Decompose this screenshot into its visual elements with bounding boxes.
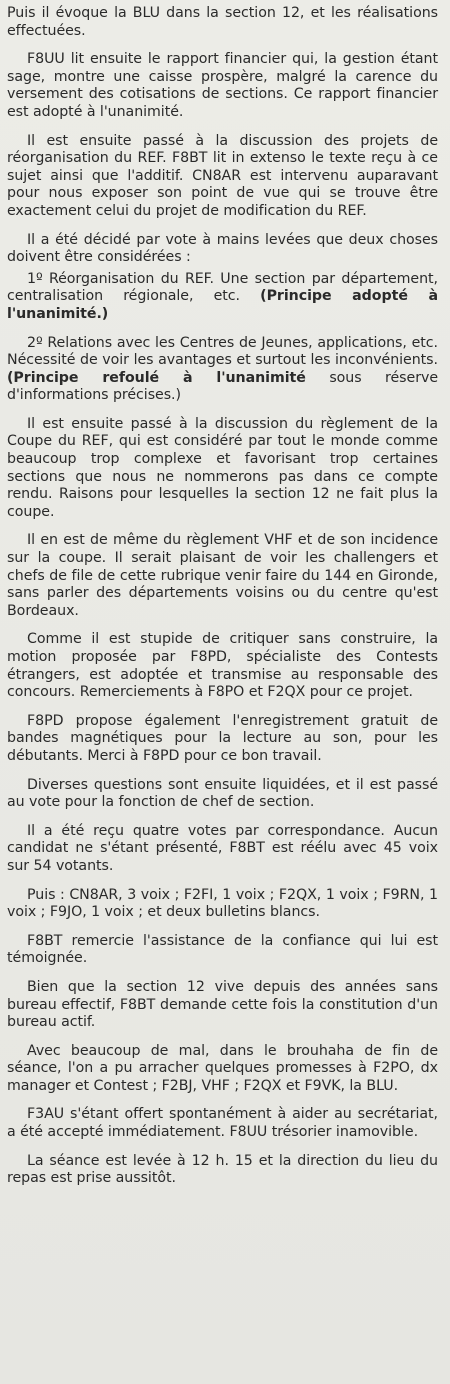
paragraph xyxy=(7,1153,438,1188)
text-run: sous réserve d'informations précises.) xyxy=(7,369,439,404)
text-run: F8PD propose également l'enregistrement gratuit de bandes magnétiques pour la lecture au son, pour les débutants. Merci à F8PD pour ce bon travail. xyxy=(7,712,438,764)
text-run: F8BT remercie l'assistance de la confiance qui lui est témoignée. xyxy=(7,932,438,967)
text-run: Il en est de même du règlement VHF et de son incidence sur la coupe. Il serait plaisant de voir les challengers et chefs de file de cette rubrique venir faire du 144 en Gironde, sans parler des départements voisins ou du centre qu'est Bordeaux. xyxy=(7,532,438,619)
text-run: Puis : CN8AR, 3 voix ; F2FI, 1 voix ; F2QX, 1 voix ; F9RN, 1 voix ; F9JO, 1 voix ; et deux bulletins blancs. xyxy=(7,886,438,921)
text-run: 2º Relations avec les Centres de Jeunes, applications, etc. Nécessité de voir les avantages et surtout les inconvénients. xyxy=(7,334,438,369)
bold-text-run: (Principe refoulé à l'unanimité xyxy=(7,369,306,386)
text-run: Il est ensuite passé à la discussion des projets de réorganisation du REF. F8BT lit in extenso le texte reçu à ce sujet ainsi que l'additif. CN8AR est intervenu auparavant pour nous exposer son point de vue qui se trouve être exactement celui du projet de modification du REF. xyxy=(7,132,438,219)
text-run: Il a été reçu quatre votes par correspondance. Aucun candidat ne s'étant présenté, F8BT est réélu avec 45 voix sur 54 votants. xyxy=(7,822,438,874)
text-run: Il a été décidé par vote à mains levées que deux choses doivent être considérées : xyxy=(7,231,438,266)
paragraph xyxy=(7,777,438,812)
paragraph xyxy=(7,713,438,766)
paragraph xyxy=(7,232,438,267)
paragraph xyxy=(7,887,438,922)
text-run: 1º Réorganisation du REF. Une section par département, centralisation régionale, etc. xyxy=(7,270,438,305)
article-body xyxy=(7,5,438,1188)
paragraph xyxy=(7,51,438,121)
paragraph xyxy=(7,335,438,405)
text-run: Diverses questions sont ensuite liquidées, et il est passé au vote pour la fonction de chef de section. xyxy=(7,776,438,811)
text-run: La séance est levée à 12 h. 15 et la direction du lieu du repas est prise aussitôt. xyxy=(7,1152,438,1187)
text-run: F8UU lit ensuite le rapport financier qui, la gestion étant sage, montre une caisse prospère, malgré la carence du versement des cotisations de sections. Ce rapport financier est adopté à l'unanimité. xyxy=(7,51,438,120)
text-run: Avec beaucoup de mal, dans le brouhaha de fin de séance, l'on a pu arracher quelques promesses à F2PO, dx manager et Contest ; F2BJ, VHF ; F2QX et F9VK, la BLU. xyxy=(7,1042,438,1094)
paragraph xyxy=(7,1043,438,1096)
text-run: Il est ensuite passé à la discussion du règlement de la Coupe du REF, qui est considéré par tout le monde comme beaucoup trop complexe et favorisant trop certaines sections que nous ne nommerons pas dans ce compte rendu. Raisons pour lesquelles la section 12 ne fait plus la coupe. xyxy=(7,415,438,520)
text-run: Comme il est stupide de critiquer sans construire, la motion proposée par F8PD, spécialiste des Contests étrangers, est adoptée et transmise au responsable des concours. Remerciements à F8PO et F2QX pour ce projet. xyxy=(7,631,438,701)
paragraph xyxy=(7,133,438,221)
text-run: Bien que la section 12 vive depuis des années sans bureau effectif, F8BT demande cette fois la constitution d'un bureau actif. xyxy=(7,978,438,1031)
text-run: Puis il évoque la BLU dans la section 12, et les réalisations effectuées. xyxy=(7,5,438,39)
paragraph xyxy=(7,271,438,324)
paragraph xyxy=(7,933,438,968)
paragraph xyxy=(7,1106,438,1141)
paragraph xyxy=(7,532,438,620)
bold-text-run: (Principe adopté à l'unanimité.) xyxy=(7,288,438,322)
paragraph xyxy=(7,979,438,1032)
paragraph xyxy=(7,631,438,701)
paragraph xyxy=(7,5,438,40)
text-run: F3AU s'étant offert spontanément à aider au secrétariat, a été accepté immédiatement. F8UU trésorier inamovible. xyxy=(7,1106,438,1141)
paragraph xyxy=(7,823,438,876)
paragraph xyxy=(7,416,438,522)
